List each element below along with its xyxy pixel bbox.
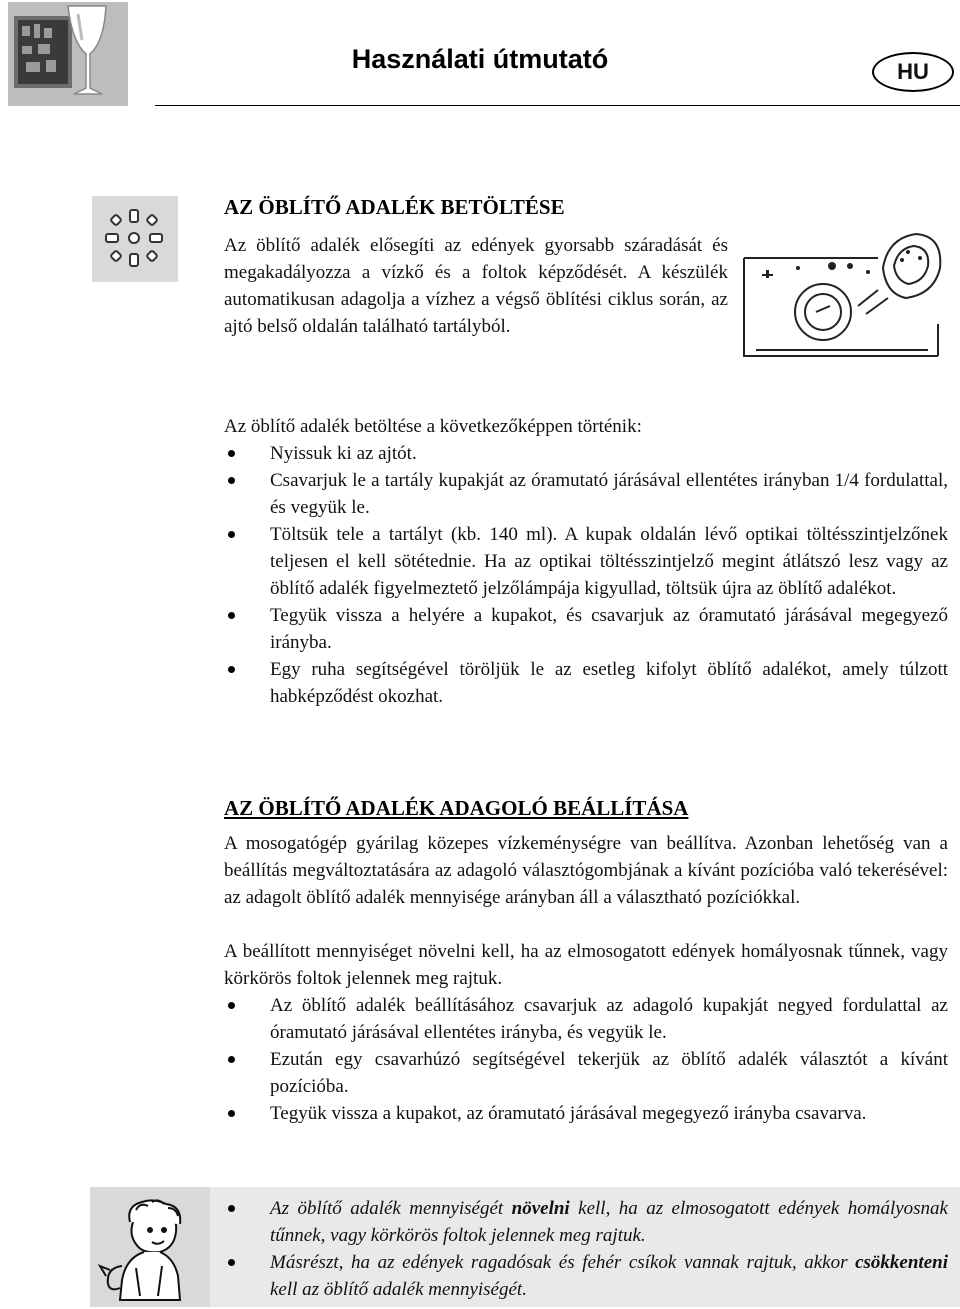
section2-steps-list xyxy=(224,992,948,1127)
rinse-aid-dispenser-diagram xyxy=(738,228,948,376)
woman-mascot-icon xyxy=(96,1196,204,1304)
section1-intro: Az öblítő adalék elősegíti az edények gyorsabb száradását és megakadályozza a vízkő és a foltok képződését. A készülék automatikusan adagolja a vízhez a végső öblítési ciklus során, az ajtó belső oldalán található tartályból. xyxy=(224,235,728,337)
list-item: Egy ruha segítségével töröljük le az esetleg kifolyt öblítő adalékot, amely túlzott habképződést okozhat. xyxy=(224,656,948,710)
section1-heading: AZ ÖBLÍTŐ ADALÉK BETÖLTÉSE xyxy=(224,195,565,219)
list-item: Csavarjuk le a tartály kupakját az óramutató járásával ellentétes irányban 1/4 fordulattal, és vegyük le. xyxy=(224,467,948,521)
note-text: kell az öblítő adalék mennyiségét. xyxy=(270,1279,527,1300)
section1-steps-list xyxy=(224,440,948,710)
note-text: Az öblítő adalék mennyiségét xyxy=(270,1198,512,1219)
rinse-aid-indicator-icon xyxy=(92,196,178,282)
note-item-increase xyxy=(224,1195,948,1249)
list-item: Nyissuk ki az ajtót. xyxy=(224,440,948,467)
list-item: Tegyük vissza a kupakot, az óramutató járásával megegyező irányba csavarva. xyxy=(224,1100,948,1127)
note-text: Másrészt, ha az edények ragadósak és fehér csíkok vannak rajtuk, akkor xyxy=(270,1252,856,1273)
list-item: Töltsük tele a tartályt (kb. 140 ml). A kupak oldalán lévő optikai töltésszintjelzőnek teljesen el kell sötétednie. Ha az optikai töltésszintjelző megint átlátszó lesz vagy az öblítő adalék figyelmeztető jelzőlámpája kigyullad, töltsük újra az öblítő adalékot. xyxy=(224,521,948,602)
note-list xyxy=(224,1195,948,1303)
language-badge: HU xyxy=(872,52,954,92)
list-item: Ezután egy csavarhúzó segítségével tekerjük az öblítő adalék választót a kívánt pozícióba. xyxy=(224,1046,948,1100)
page-title: Használati útmutató xyxy=(351,44,609,74)
list-item: Tegyük vissza a helyére a kupakot, és csavarjuk az óramutató járásával megegyező irányba. xyxy=(224,602,948,656)
section1-steps-intro: Az öblítő adalék betöltése a következőképpen történik: xyxy=(224,416,642,437)
note-emphasis: növelni xyxy=(511,1198,570,1219)
section2-paragraph-1: A mosogatógép gyárilag közepes vízkeménységre van beállítva. Azonban lehetőség van a beállítás megváltoztatására az adagoló választógombjának a kívánt pozícióba való tekerésével: az adagolt öblítő adalék mennyisége arányban áll a választható pozíciókkal. xyxy=(224,833,948,908)
note-item-decrease xyxy=(224,1249,948,1303)
section2-paragraph-2: A beállított mennyiséget növelni kell, ha az elmosogatott edények homályosnak tűnnek, vagy körkörös foltok jelennek meg rajtuk. xyxy=(224,941,948,989)
note-text: kell, ha az elmosogatott edények homályosnak tűnnek, vagy körkörös foltok jelennek meg rajtuk. xyxy=(270,1198,948,1246)
section2-heading: AZ ÖBLÍTŐ ADALÉK ADAGOLÓ BEÁLLÍTÁSA xyxy=(224,796,689,820)
list-item: Az öblítő adalék beállításához csavarjuk az adagoló kupakját negyed fordulattal az óramutató járásával ellentétes irányba, és vegyük le. xyxy=(224,992,948,1046)
note-emphasis: csökkenteni xyxy=(855,1252,948,1273)
header-divider xyxy=(155,105,960,106)
